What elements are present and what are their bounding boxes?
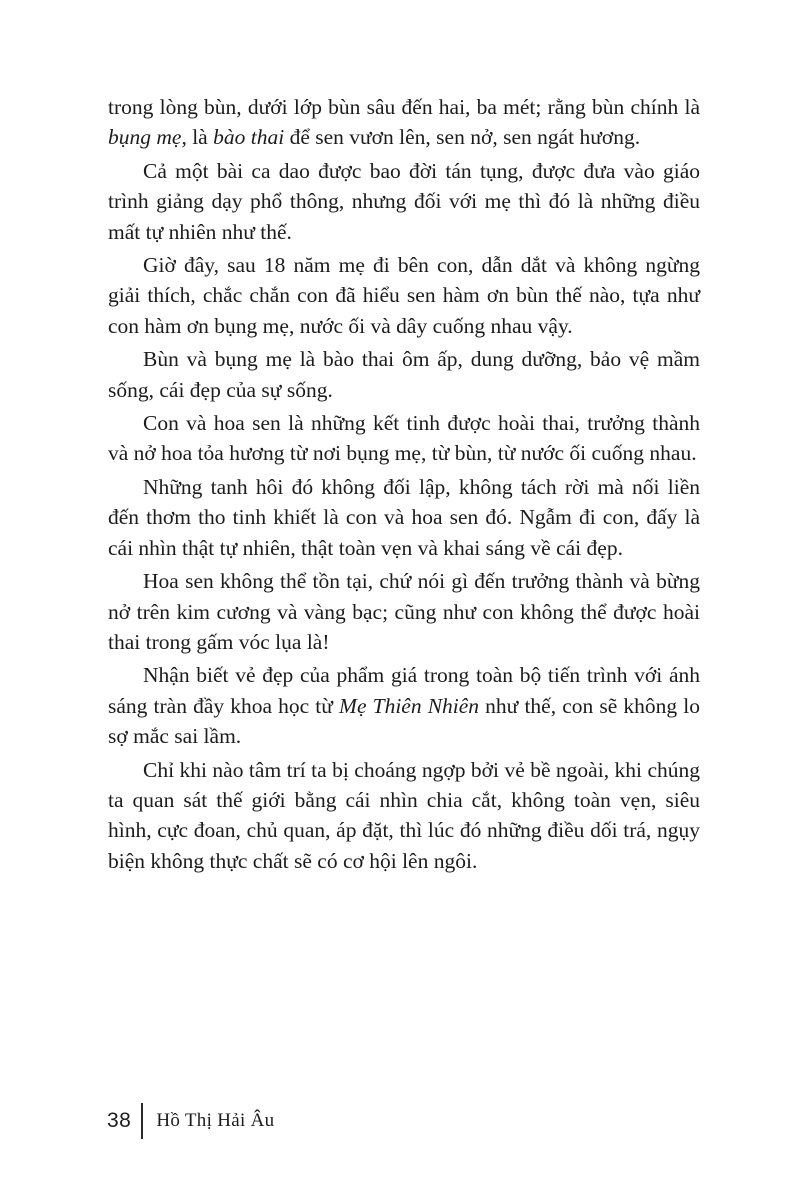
- text-run: Những tanh hôi đó không đối lập, không tách rời mà nối liền đến thơm tho tinh khiết là con và hoa sen đó. Ngẫm đi con, đấy là cái nhìn thật tự nhiên, thật toàn vẹn và khai sáng về cái đẹp.: [108, 474, 700, 560]
- emphasized-text-run: Mẹ Thiên Nhiên: [339, 693, 480, 718]
- text-run: Giờ đây, sau 18 năm mẹ đi bên con, dẫn dắt và không ngừng giải thích, chắc chắn con đã hiểu sen hàm ơn bùn thế nào, tựa như con hàm ơn bụng mẹ, nước ối và dây cuống nhau vậy.: [108, 253, 700, 338]
- text-run: như thế, con sẽ không lo sợ mắc sai lầm.: [108, 693, 700, 749]
- text-run: Bùn và bụng mẹ là bào thai ôm ấp, dung dưỡng, bảo vệ mầm sống, cái đẹp của sự sống.: [108, 347, 700, 402]
- running-footer-author: Hồ Thị Hải Âu: [156, 1110, 275, 1131]
- text-run: để sen vươn lên, sen nở, sen ngát hương.: [284, 125, 641, 150]
- text-run: Chỉ khi nào tâm trí ta bị choáng ngợp bởi vẻ bề ngoài, khi chúng ta quan sát thế giới bằng cái nhìn chia cắt, không toàn vẹn, siêu hình, cực đoan, chủ quan, áp đặt, thì lúc đó những điều dối trá, ngụy biện không thực chất sẽ có cơ hội lên ngôi.: [108, 757, 700, 873]
- paragraph-6: [108, 472, 700, 563]
- paragraph-5: [108, 408, 700, 469]
- paragraph-3: [108, 250, 700, 341]
- text-run: Nhận biết vẻ đẹp của phẩm giá trong toàn bộ tiến trình với ánh sáng tràn đầy khoa học từ: [108, 663, 700, 718]
- page-footer: [107, 1101, 274, 1141]
- emphasized-text-run: bụng mẹ: [108, 125, 182, 150]
- text-run: , là: [181, 125, 214, 150]
- text-run: Hoa sen không thể tồn tại, chứ nói gì đến trưởng thành và bừng nở trên kim cương và vàng bạc; cũng như con không thể được hoài thai trong gấm vóc lụa là!: [108, 569, 700, 654]
- page-number: 38: [107, 1109, 132, 1132]
- paragraph-9: [108, 755, 700, 877]
- footer-divider: [141, 1103, 143, 1139]
- body-text: [108, 92, 700, 879]
- paragraph-1: [108, 92, 700, 153]
- text-run: Con và hoa sen là những kết tinh được hoài thai, trưởng thành và nở hoa tỏa hương từ nơi bụng mẹ, từ bùn, từ nước ối cuống nhau.: [108, 411, 700, 466]
- paragraph-4: [108, 344, 700, 405]
- paragraph-7: [108, 566, 700, 657]
- text-run: trong lòng bùn, dưới lớp bùn sâu đến hai, ba mét; rằng bùn chính là: [108, 95, 700, 119]
- paragraph-8: [108, 660, 700, 751]
- text-run: Cả một bài ca dao được bao đời tán tụng, được đưa vào giáo trình giảng dạy phổ thông, nhưng đối với mẹ thì đó là những điều mất tự nhiên như thế.: [108, 158, 700, 244]
- paragraph-2: [108, 156, 700, 247]
- emphasized-text-run: bào thai: [213, 125, 285, 150]
